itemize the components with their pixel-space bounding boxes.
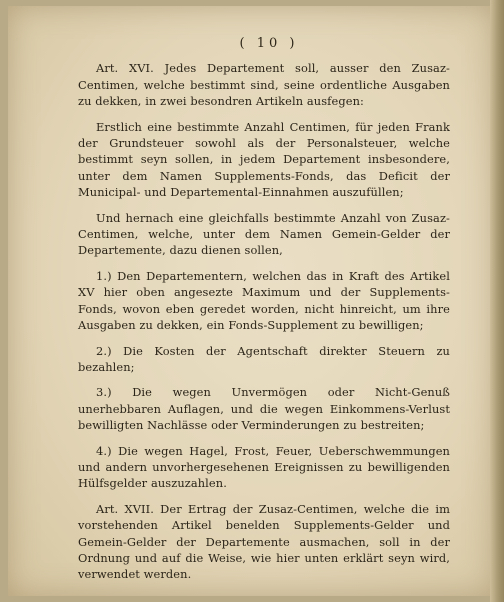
- article-16-intro: Art. XVI. Jedes Departement soll, ausser den Zusaz-Centimen, welche bestimmt sind, seine ordentliche Ausgaben zu dekken, in zwei besondren Artikeln ausfegen:: [78, 61, 450, 109]
- list-item-2: 2.) Die Kosten der Agentschaft direkter Steuern zu bezahlen;: [78, 343, 450, 374]
- list-item-4: 4.) Die wegen Hagel, Frost, Feuer, Ueberschwemmungen und andern unvorhergesehenen Ereignissen zu bewilligenden Hülfsgelder auszuzahlen.: [78, 443, 450, 491]
- page-number: ( 10 ): [239, 36, 299, 51]
- list-item-3: 3.) Die wegen Unvermögen oder Nicht-Genuß unerhebbaren Auflagen, und die wegen Einkommens-Verlust bewilligten Nachlässe oder Verminderungen zu bestreiten;: [78, 385, 450, 433]
- book-spine-edge: [490, 0, 504, 602]
- list-item-1: 1.) Den Departementern, welchen das in Kraft des Artikel XV hier oben angesezte Maximum und der Supplements-Fonds, wovon eben geredet worden, nicht hinreicht, um ihre Ausgaben zu dekken, ein Fonds-Supplement zu bewilligen;: [78, 268, 450, 333]
- article-17: Art. XVII. Der Ertrag der Zusaz-Centimen, welche die im vorstehenden Artikel benelden Supplements-Gelder und Gemein-Gelder der Departemente ausmachen, soll in der Ordnung und auf die Weise, wie hier unten erklärt seyn wird, verwendet werden.: [78, 501, 450, 582]
- paragraph-second-part: Und hernach eine gleichfalls bestimmte Anzahl von Zusaz-Centimen, welche, unter dem Namen Gemein-Gelder der Departemente, dazu dienen sollen,: [78, 210, 450, 258]
- paragraph-first-part: Erstlich eine bestimmte Anzahl Centimen, für jeden Frank der Grundsteuer sowohl als der Personalsteuer, welche bestimmt seyn sollen, in jedem Departement insbesondere, unter dem Namen Supplements-Fonds, das Deficit der Municipal- und Departemental-Einnahmen auszufüllen;: [78, 119, 450, 200]
- page-text-block: [78, 36, 450, 592]
